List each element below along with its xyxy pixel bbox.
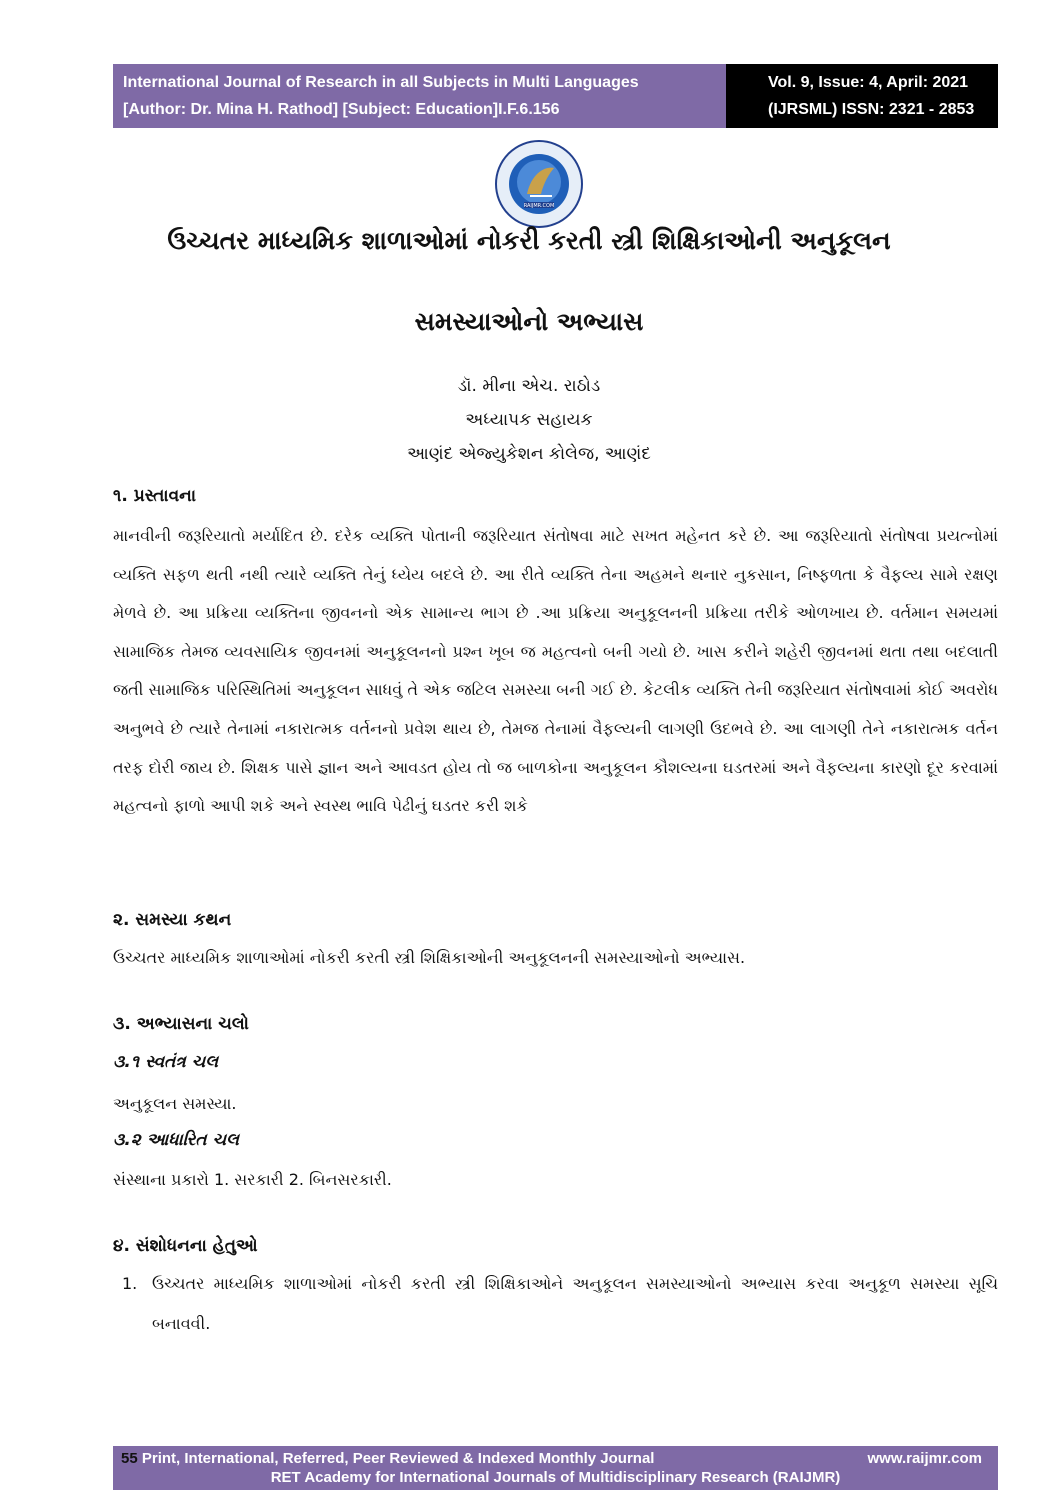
footer-line2: RET Academy for International Journals of Multidisciplinary Research (RAIJMR): [270, 1469, 841, 1486]
journal-header: [113, 64, 998, 128]
issue-info-block: [726, 64, 998, 128]
issn: (IJRSML) ISSN: 2321 - 2853: [768, 101, 975, 118]
journal-name: International Journal of Research in all Subjects in Multi Languages: [123, 74, 639, 91]
list-item-text: ઉચ્ચતર માધ્યમિક શાળાઓમાં નોકરી કરતી સ્ત્રી શિક્ષિકાઓને અનુકૂલન સમસ્યાઓનો અભ્યાસ કરવા અનુકૂળ સમસ્યા સૂચિ બનાવવી.: [152, 1274, 998, 1333]
author-name: ડૉ. મીના એચ. રાઠોડ: [457, 376, 601, 396]
section-2-body: ઉચ્ચતર માધ્યમિક શાળાઓમાં નોકરી કરતી સ્ત્રી શિક્ષિકાઓની અનુકૂલનની સમસ્યાઓનો અભ્યાસ.: [113, 948, 746, 967]
journal-info-block: [113, 64, 726, 128]
volume-issue: Vol. 9, Issue: 4, April: 2021: [768, 74, 969, 91]
section-4-heading: ૪. સંશોધનના હેતુઓ: [113, 1236, 258, 1256]
journal-seal-icon: [494, 138, 584, 230]
section-2-heading: ૨. સમસ્યા કથન: [113, 910, 232, 930]
section-3-heading: ૩. અભ્યાસના ચલો: [113, 1014, 249, 1034]
journal-footer: [113, 1446, 998, 1490]
author-institution: આણંદ એજ્યુકેશન કોલેજ, આણંદ: [407, 444, 651, 464]
footer-journal-desc: Print, International, Referred, Peer Reviewed & Indexed Monthly Journal: [141, 1450, 655, 1467]
page-number: 55: [121, 1450, 138, 1467]
footer-url[interactable]: www.raijmr.com: [867, 1450, 982, 1467]
list-item-number: 1.: [122, 1274, 138, 1293]
logo-text: RAIJMR.COM: [523, 203, 555, 209]
paper-title-line2: સમસ્યાઓનો અભ્યાસ: [414, 307, 644, 336]
section-1-heading: ૧. પ્રસ્તાવના: [113, 486, 197, 506]
author-subject-line: [Author: Dr. Mina H. Rathod] [Subject: Education]I.F.6.156: [123, 101, 560, 118]
footer-line1: [121, 1450, 654, 1467]
section-1-body: માનવીની જરૂરિયાતો મર્યાદિત છે. દરેક વ્યક્તિ પોતાની જરૂરિયાત સંતોષવા માટે સખત મહેનત કરે છે. આ જરૂરિયાતો સંતોષવા પ્રયત્નોમાં વ્યક્તિ સફળ થતી નથી ત્યારે વ્યક્તિ તેનું ધ્યેય બદલે છે. આ રીતે વ્યક્તિ તેના અહમને થનાર નુકસાન, નિષ્ફળતા કે વૈફલ્ય સામે રક્ષણ મેળવે છે. આ પ્રક્રિયા વ્યક્તિના જીવનનો એક સામાન્ય ભાગ છે .આ પ્રક્રિયા અનુકૂલનની પ્રક્રિયા તરીકે ઓળખાય છે. વર્તમાન સમયમાં સામાજિક તેમજ વ્યવસાયિક જીવનમાં અનુકૂલનનો પ્રશ્ન ખૂબ જ મહત્વનો બની ગયો છે. ખાસ કરીને શહેરી જીવનમાં થતા તથા બદલાતી જતી સામાજિક પરિસ્થિતિમાં અનુકૂલન સાધવું તે એક જટિલ સમસ્યા બની ગઈ છે. કેટલીક વ્યક્તિ તેની જરૂરિયાત સંતોષવામાં કોઈ અવરોધ અનુભવે છે ત્યારે તેનામાં નકારાત્મક વર્તનનો પ્રવેશ થાય છે, તેમજ તેનામાં વૈફલ્યની લાગણી ઉદભવે છે. આ લાગણી તેને નકારાત્મક વર્તન તરફ દોરી જાય છે. શિક્ષક પાસે જ્ઞાન અને આવડત હોય તો જ બાળકોના અનુકૂલન કૌશલ્યના ઘડતરમાં અને વૈફલ્યના કારણો દૂર કરવામાં મહત્વનો ફાળો આપી શકે અને સ્વસ્થ ભાવિ પેઢીનું ઘડતર કરી શકે: [113, 526, 998, 816]
author-designation: અધ્યાપક સહાયક: [465, 410, 593, 430]
section-3-1-body: અનુકૂલન સમસ્યા.: [113, 1094, 237, 1113]
section-3-2-heading: ૩.૨ આધારિત ચલ: [113, 1130, 239, 1150]
section-3-1-heading: ૩.૧ સ્વતંત્ર ચલ: [113, 1052, 219, 1072]
paper-title-line1: ઉચ્ચતર માધ્યમિક શાળાઓમાં નોકરી કરતી સ્ત્રી શિક્ષિકાઓની અનુકૂલન: [167, 226, 891, 255]
section-3-2-body: સંસ્થાના પ્રકારો 1. સરકારી 2. બિનસરકારી.: [113, 1170, 392, 1189]
